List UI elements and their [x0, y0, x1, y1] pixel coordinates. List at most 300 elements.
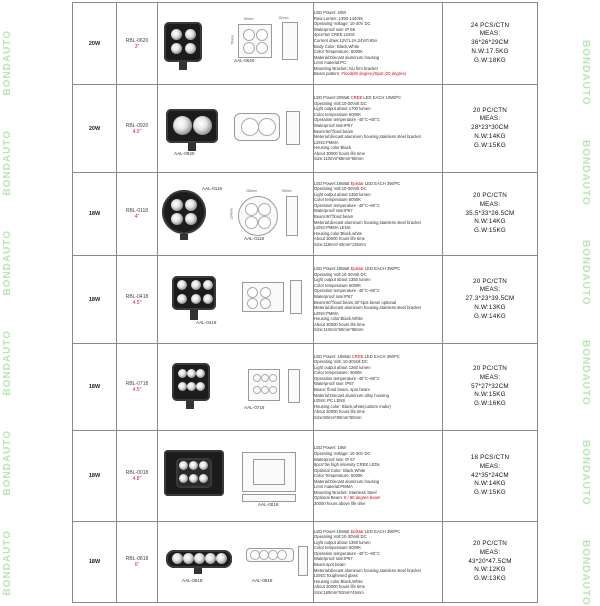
led-lens: [196, 382, 205, 391]
specification-cell: [314, 344, 443, 431]
watermark-text: BONDAUTO: [580, 240, 591, 306]
led-lens: [203, 280, 213, 290]
packing-cell: [443, 3, 538, 85]
model-number: RBL-0718: [125, 381, 149, 387]
spec-text: LED Power:16Watt: [314, 528, 351, 534]
packing-line: MEAS:: [479, 115, 501, 123]
packing-line: G.W:15KG: [474, 227, 506, 235]
spec-text: Housing color:Black,White: [314, 578, 363, 584]
watermark-text: BONDAUTO: [2, 330, 13, 396]
led-lens: [173, 116, 192, 135]
model-cell: [117, 431, 158, 522]
front-view-drawing: [248, 369, 280, 401]
spec-text: Meterial:diecast aluminum housing,stainless steel bracket: [314, 219, 421, 225]
spec-text: LENS:PMMA LENS: [314, 225, 351, 231]
side-view-drawing: [290, 280, 302, 314]
led-lens: [216, 553, 227, 564]
spec-text: Waterproof rate:IP67: [314, 122, 353, 128]
packing-line: 24 PCS/CTN: [470, 21, 510, 29]
spec-text: Operating Voltage: 10-30V DC: [314, 21, 371, 27]
dimension-label: 76mm: [230, 34, 235, 45]
product-pictures-cell: [158, 344, 314, 431]
product-row: [73, 522, 538, 603]
spec-text: LED EACH 3W/PC: [363, 353, 400, 359]
spec-text: Color temperature 6000K: [314, 197, 362, 203]
packing-line: 28*23*30CM: [471, 124, 509, 132]
lamp-face: [176, 458, 212, 488]
spec-text: Waterproof rate:IP67: [314, 556, 353, 562]
drawing-led: [261, 374, 269, 382]
drawing-led: [258, 118, 276, 136]
led-lens: [179, 461, 188, 470]
packing-line: N.W:14KG: [474, 132, 506, 140]
side-view-drawing: [286, 196, 298, 236]
drawing-led: [241, 118, 259, 136]
lamp-size: 4.5": [132, 128, 142, 135]
product-pictures-cell: [158, 3, 314, 85]
lamp-size: 3": [134, 43, 140, 50]
packing-line: MEAS:: [479, 200, 501, 208]
packing-line: 20 PC/CTN: [473, 106, 507, 114]
model-cell: [117, 173, 158, 256]
spec-text: Housing color:Black,white: [314, 230, 362, 236]
spec-text: 4pcs*5w CREE LEDS: [314, 32, 355, 38]
spec-highlight: Epistar: [350, 180, 364, 186]
led-lens: [194, 553, 205, 564]
spec-text: About 30000 hours life time: [314, 409, 365, 415]
model-cell: [117, 522, 158, 603]
drawing-led: [247, 287, 258, 298]
spec-text: Operating Volt:10-30Volt DC: [314, 534, 367, 540]
image-code-label: AAL-0118: [202, 186, 223, 191]
spec-highlight: Epistar: [350, 528, 364, 534]
side-view-drawing: [282, 22, 298, 60]
spec-line: [314, 242, 442, 248]
product-pictures-cell: [158, 522, 314, 603]
spec-text: LENS: PC LENS: [314, 398, 346, 404]
product-pictures-cell: [158, 173, 314, 256]
lamp-photo: [166, 109, 218, 143]
specification-cell: [314, 173, 443, 256]
packing-line: G.W:14KG: [474, 312, 506, 320]
wattage-cell: 18W: [73, 256, 117, 344]
packing-line: G.W:16KG: [474, 400, 506, 408]
watermark-text: BONDAUTO: [580, 340, 591, 406]
model-number: RBL-0620: [125, 37, 149, 44]
spec-text: Operation temperature -40°C~60°C: [314, 202, 380, 208]
spec-text: Lens material:PMMA: [314, 484, 353, 490]
led-lens: [177, 294, 187, 304]
led-lens: [172, 553, 183, 564]
led-lens: [199, 461, 208, 470]
led-lens: [171, 43, 182, 54]
lamp-photo: [172, 276, 216, 310]
led-lens: [183, 553, 194, 564]
drawing-led: [261, 386, 269, 394]
spec-text: Color temperature: 6000K: [314, 370, 363, 376]
spec-text: LED Power: 18W: [314, 445, 347, 451]
spec-text: Meterial:diecast aluminum housing,stainless steel bracket: [314, 567, 421, 573]
watermark-text: BONDAUTO: [2, 130, 13, 196]
image-code-label: AAL-0018: [258, 502, 279, 507]
specification-cell: [314, 85, 443, 173]
led-lens: [179, 474, 188, 483]
spec-text: Mounting Bracket: Alu firm bracket: [314, 65, 378, 71]
lamp-size: 4": [134, 214, 140, 220]
spec-text: Size:80mm*80mm*50mm: [314, 414, 362, 420]
spec-text: LED EACH 3W/PC: [363, 266, 401, 272]
wattage-cell: 18W: [73, 344, 117, 431]
drawing-led: [245, 203, 258, 216]
spec-text: Light output about 1350 lumen: [314, 191, 371, 197]
spec-text: Material:Diecast aluminum housing: [314, 54, 380, 60]
image-code-label: AAL-0718: [244, 405, 265, 410]
packing-line: 20 PC/CTN: [473, 365, 507, 373]
drawing-led: [256, 29, 268, 41]
spec-text: LENS:PMMA: [314, 139, 339, 145]
pictures-canvas: [158, 344, 313, 430]
specification-cell: [314, 522, 443, 603]
spec-highlight: CREE: [351, 353, 364, 359]
lamp-photo: [164, 450, 224, 496]
packing-line: MEAS:: [479, 462, 501, 470]
spec-text: Size:110mm*60mm*58mm: [314, 327, 364, 333]
drawing-led: [258, 203, 271, 216]
packing-line: N.W:13KG: [474, 303, 506, 311]
spec-text: Color Temperature: 6000K: [314, 473, 364, 479]
image-code-label: AAL-0818: [252, 578, 273, 583]
spec-text: LED Power:20Watt: [314, 95, 351, 101]
spec-text: LED EACH 3W/PC: [363, 528, 401, 534]
watermark-text: BONDAUTO: [2, 530, 13, 596]
led-lens: [178, 382, 187, 391]
spec-text: Color temperature 6000K: [314, 282, 362, 288]
drawing-led: [253, 386, 261, 394]
led-lens: [171, 213, 183, 225]
drawing-led: [258, 216, 271, 229]
spec-text: Color Temperature: 6000K: [314, 49, 364, 55]
led-lens: [191, 294, 201, 304]
spec-text: Optional Color: Black,White: [314, 467, 366, 473]
product-row: [73, 85, 538, 173]
spec-text: Light output about 1700 lumen: [314, 106, 371, 112]
spec-text: Housing color: Black,white(custom make): [314, 403, 391, 409]
front-view-drawing: [238, 196, 278, 236]
spec-text: About 30000 hours life time: [314, 321, 365, 327]
packing-line: 42*35*24CM: [471, 471, 509, 479]
packing-cell: [443, 522, 538, 603]
packing-line: 20 PC/CTN: [473, 192, 507, 200]
model-cell: [117, 3, 158, 85]
front-view-drawing: [234, 113, 280, 141]
image-code-label: AAL-0418: [196, 319, 217, 325]
spec-text: Size:110mm*68mm*58mm: [314, 156, 364, 162]
lamp-size: 6": [134, 562, 140, 568]
watermark-text: BONDAUTO: [2, 430, 13, 496]
lamp-photo: [172, 363, 210, 401]
spec-text: LED Power:18Watt: [314, 266, 351, 272]
product-pictures-cell: [158, 256, 314, 344]
spec-text: LED EACH 10W/PC: [362, 95, 402, 101]
model-cell: [117, 256, 158, 344]
specification-cell: [314, 3, 443, 85]
led-lens: [185, 43, 196, 54]
model-number: RBL-0018: [125, 470, 149, 476]
spec-text: LENS:Toughened glass: [314, 573, 358, 579]
packing-line: N.W:15KG: [474, 391, 506, 399]
model-cell: [117, 85, 158, 173]
led-lens: [171, 29, 182, 40]
watermark-left: [0, 0, 26, 600]
product-row: [73, 344, 538, 431]
led-lens: [187, 382, 196, 391]
spec-text: About 30000 hours life time: [314, 150, 365, 156]
wattage-cell: 18W: [73, 173, 117, 256]
drawing-led: [247, 298, 258, 309]
packing-cell: [443, 256, 538, 344]
side-view-drawing: [286, 111, 300, 145]
spec-text: Waterproof rate: IP 67: [314, 456, 355, 462]
packing-line: MEAS:: [479, 30, 501, 38]
front-view-drawing: [242, 282, 284, 312]
spec-text: LED Power: 18Watt: [314, 353, 352, 359]
packing-line: G.W:15KG: [474, 489, 506, 497]
spec-text: Beam:60°flood beam: [314, 214, 354, 219]
packing-line: 20 PC/CTN: [473, 277, 507, 285]
spec-text: Housing color:Black: [314, 145, 352, 151]
dimension-label: 118mm: [246, 189, 258, 193]
lamp-size: 4.8": [132, 476, 142, 482]
wattage-cell: 18W: [73, 431, 117, 522]
packing-line: 20 PC/CTN: [473, 540, 507, 548]
pictures-canvas: [158, 431, 313, 521]
product-row: [73, 3, 538, 85]
front-view-drawing: [238, 24, 272, 58]
pictures-canvas: [158, 85, 313, 172]
pictures-canvas: [158, 256, 313, 343]
spec-line: [314, 327, 442, 333]
model-cell: [117, 344, 158, 431]
top-view-drawing: [246, 548, 294, 562]
wattage-cell: 20W: [73, 3, 117, 85]
spec-text: 30000 hours above life time: [314, 500, 366, 506]
spec-text: Raw Lumen: 1350-1440lm: [314, 15, 364, 21]
spec-text: Operating Volt:10-30Volt DC: [314, 271, 367, 277]
lamp-size: 4.5": [132, 387, 142, 393]
spec-text: Beam: flood beam, spot beam: [314, 387, 370, 392]
spec-text: Operation temperature -40°C~60°C: [314, 288, 380, 294]
spec-text: 6pcs*3w high intensity CREE LEDs: [314, 462, 380, 468]
led-lens: [185, 199, 197, 211]
image-code-label: AAL-0620: [234, 57, 255, 63]
mounting-bracket: [194, 568, 202, 574]
spec-text: Current draw:12V/1.2A,24V/0.65A: [314, 37, 378, 43]
specification-cell: [314, 431, 443, 522]
spec-text: Operating Volt:10-30Volt DC: [314, 100, 367, 106]
spec-text: Operation temperature -40°C~60°C: [314, 550, 380, 556]
watermark-text: BONDAUTO: [2, 30, 13, 96]
watermark-text: BONDAUTO: [580, 140, 591, 206]
spec-text: Waterproof rate:IP67: [314, 208, 353, 214]
spec-text: LED Power: 20W: [314, 10, 347, 16]
lamp-photo: [164, 22, 202, 62]
spec-text: Light output about 1350 lumen: [314, 277, 371, 283]
spec-text: Beam pattern:: [314, 71, 342, 77]
spec-text: Operating Voltage: 10-30V DC: [314, 451, 371, 457]
packing-line: MEAS:: [479, 548, 501, 556]
watermark-text: BONDAUTO: [580, 540, 591, 606]
lamp-photo: [162, 190, 206, 234]
spec-highlight: 8 / 60 degree beam: [344, 495, 381, 501]
watermark-text: BONDAUTO: [580, 40, 591, 106]
spec-text: Waterproof rate:IP67: [314, 293, 353, 299]
pictures-canvas: [158, 3, 313, 84]
drawing-led: [269, 386, 277, 394]
packing-line: MEAS:: [479, 373, 501, 381]
spec-text: Light output about 1260 lumen: [314, 364, 371, 370]
model-number: RBL-0118: [125, 208, 149, 214]
side-view-drawing: [242, 494, 296, 502]
spec-text: Material:Diecast aluminum housing: [314, 478, 380, 484]
led-lens: [185, 29, 196, 40]
spec-text: Body Color: Black,White: [314, 43, 360, 49]
spec-text: Mounting Bracket: Stainless Steel: [314, 489, 377, 495]
drawing-led: [260, 287, 271, 298]
packing-line: MEAS:: [479, 286, 501, 294]
spec-text: Housing color:Black,White: [314, 316, 363, 322]
image-code-label: AAL-0920: [174, 150, 195, 156]
spec-text: Meterial:diecast aluminum housing,stainless steel bracket: [314, 305, 421, 311]
mounting-bracket: [188, 143, 196, 151]
drawing-inner-frame: [253, 459, 285, 485]
packing-cell: [443, 173, 538, 256]
wattage-cell: 18W: [73, 522, 117, 603]
led-lens: [199, 474, 208, 483]
led-lens: [178, 369, 187, 378]
led-lens: [171, 199, 183, 211]
spec-text: Material:Diecast aluminum alloy housing: [314, 392, 389, 398]
packing-cell: [443, 431, 538, 522]
led-lens: [193, 116, 212, 135]
drawing-led: [277, 550, 287, 560]
lamp-size: 4.5": [132, 299, 142, 306]
packing-line: 43*20*47.5CM: [468, 557, 512, 565]
spec-line: [314, 501, 442, 507]
spec-highlight: Epistar: [350, 266, 364, 272]
spec-highlight: CREE: [350, 95, 363, 101]
packing-line: N.W:17.5KG: [471, 47, 509, 55]
led-lens: [196, 369, 205, 378]
mounting-bracket: [186, 401, 194, 409]
mounting-bracket: [179, 62, 187, 70]
drawing-led: [243, 42, 255, 54]
product-pictures-cell: [158, 431, 314, 522]
pictures-canvas: [158, 173, 313, 255]
side-view-drawing: [288, 369, 300, 403]
watermark-right: [574, 0, 600, 606]
packing-line: 18 PCS/CTN: [470, 454, 510, 462]
led-lens: [177, 280, 187, 290]
packing-line: 35.5*33*26.5CM: [465, 209, 515, 217]
spec-text: LED Power:18Watt: [314, 180, 351, 186]
spec-text: Size:160mm*53mm*45mm: [314, 589, 364, 595]
led-lens: [189, 461, 198, 470]
product-pictures-cell: [158, 85, 314, 173]
drawing-led: [253, 374, 261, 382]
spec-line: [314, 156, 442, 162]
packing-line: N.W:14KG: [474, 480, 506, 488]
led-lens: [203, 294, 213, 304]
drawing-led: [260, 298, 271, 309]
specification-cell: [314, 256, 443, 344]
drawing-led: [245, 216, 258, 229]
spec-text: Light output about 1350 lumen: [314, 539, 371, 545]
dimension-label: 80mm: [244, 16, 254, 21]
spec-text: Operating Volt: 10-30Volt DC: [314, 359, 368, 365]
mounting-bracket: [180, 234, 188, 240]
spec-text: About 30000 hours life time: [314, 236, 365, 242]
spec-highlight: Flood(60 degree)/Spot (20 degree): [341, 71, 407, 77]
watermark-text: BONDAUTO: [580, 440, 591, 506]
side-view-drawing: [298, 546, 308, 576]
model-number: RBL-0818: [125, 556, 149, 562]
packing-line: G.W:18KG: [474, 56, 506, 64]
packing-line: 27.3*23*39.5CM: [465, 295, 515, 303]
dimension-label: 98mm: [282, 189, 292, 193]
spec-text: Optional Beam:: [314, 495, 345, 501]
spec-text: Size:118mm*43mm*135mm: [314, 241, 366, 247]
spec-text: LENS:PMMA: [314, 310, 339, 316]
spec-text: Beam:spot beam: [314, 562, 346, 567]
spec-text: About 30000 hours life time: [314, 584, 365, 590]
product-row: [73, 256, 538, 344]
spec-text: Waterproof rate: IP 68: [314, 26, 355, 32]
product-row: [73, 173, 538, 256]
model-number: RBL-0418: [125, 293, 149, 300]
packing-cell: [443, 344, 538, 431]
pictures-canvas: [158, 522, 313, 602]
mounting-bracket: [190, 310, 198, 320]
model-number: RBL-0920: [125, 122, 149, 129]
spec-line: [314, 590, 442, 596]
led-lens: [185, 213, 197, 225]
spec-text: Color temperature 6000K: [314, 545, 362, 551]
watermark-text: BONDAUTO: [2, 230, 13, 296]
spec-text: Beam:60°flood beam: [314, 128, 354, 134]
spec-text: Waterproof rate: IP67: [314, 381, 354, 387]
product-spec-table: [72, 2, 538, 603]
spec-text: Operating Volt:10-30Volt DC: [314, 186, 367, 192]
spec-text: Color temperature 6000K: [314, 111, 362, 117]
spec-text: Lens material:PC: [314, 60, 347, 66]
drawing-led: [256, 42, 268, 54]
led-lens: [191, 280, 201, 290]
led-lens: [189, 474, 198, 483]
spec-text: Beam:60°flood beam,30°spot beam optional: [314, 299, 397, 305]
spec-text: Operation temperature -40°C~60°C: [314, 117, 380, 123]
spec-line: [314, 71, 442, 77]
drawing-led: [269, 374, 277, 382]
image-code-label: AAL-0818: [182, 578, 203, 583]
packing-line: N.W:12KG: [474, 566, 506, 574]
drawing-led: [243, 29, 255, 41]
spec-line: [314, 415, 442, 421]
spec-text: Operation temperature -40°C~60°C: [314, 375, 380, 381]
dimension-label: 124mm: [229, 208, 234, 220]
image-code-label: AAL-0118: [244, 236, 265, 241]
packing-line: G.W:15KG: [474, 141, 506, 149]
spec-text: Meterial:diecast aluminum housing,stainless steel bracket: [314, 134, 421, 140]
